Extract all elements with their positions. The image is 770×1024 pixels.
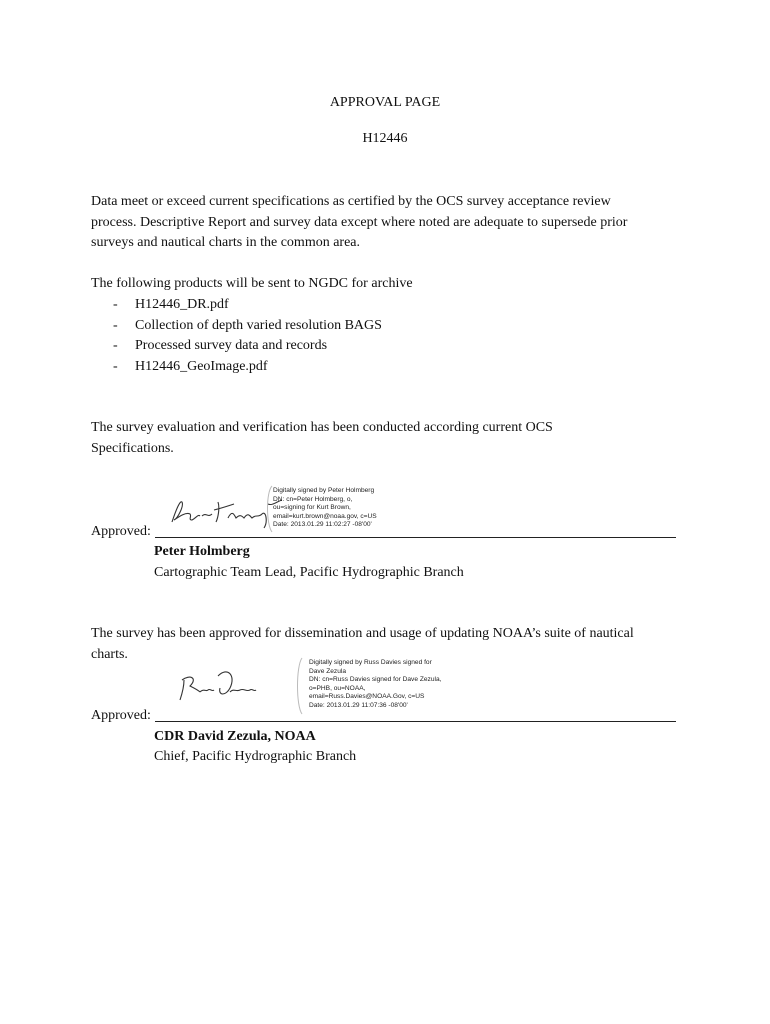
intro-line-3: surveys and nautical charts in the common area.	[91, 235, 361, 250]
signer-title: Cartographic Team Lead, Pacific Hydrographic Branch	[154, 565, 464, 580]
list-bullet: -	[113, 358, 118, 374]
page-title: APPROVAL PAGE	[329, 95, 441, 110]
products-intro: The following products will be sent to NGDC for archive	[91, 276, 413, 291]
approval-row-1	[91, 521, 676, 541]
dissemination-line-1: The survey has been approved for dissemination and usage of updating NOAA’s suite of nautical	[91, 626, 634, 641]
signature-davies-meta: Digitally signed by Russ Davies signed for Dave Zezula DN: cn=Russ Davies signed for Dave Zezula, o=PHB, ou=NOAA, email=Russ.Davies@NOAA.Gov, c=US Date: 2013.01.29 11:07:36 -08'00'	[309, 659, 442, 709]
evaluation-line-1: The survey evaluation and verification has been conducted according current OCS	[91, 420, 553, 435]
approved-label: Approved:	[91, 708, 151, 723]
list-item-text: H12446_GeoImage.pdf	[135, 358, 268, 374]
intro-line-2: process. Descriptive Report and survey data except where noted are adequate to supersede prior	[91, 214, 628, 230]
signature-line	[155, 537, 676, 538]
list-item-text: Processed survey data and records	[135, 338, 328, 353]
intro-paragraph	[91, 192, 691, 254]
list-bullet: -	[113, 338, 118, 353]
survey-id: H12446	[362, 131, 408, 146]
list-item-text: Collection of depth varied resolution BAGS	[135, 317, 382, 333]
approval-row-2	[91, 705, 676, 725]
evaluation-paragraph	[91, 418, 691, 459]
signer-name: Peter Holmberg	[154, 544, 250, 559]
evaluation-line-2: Specifications.	[91, 440, 174, 456]
signature-davies-image	[178, 666, 258, 704]
intro-line-1: Data meet or exceed current specifications as certified by the OCS survey acceptance review	[91, 194, 611, 209]
signer-title: Chief, Pacific Hydrographic Branch	[154, 749, 357, 764]
dissemination-line-2: charts.	[91, 646, 128, 662]
signature-holmberg-meta: Digitally signed by Peter Holmberg DN: cn=Peter Holmberg, o, ou=signing for Kurt Brown, email=kurt.brown@noaa.gov, c=US Date: 2013.01.29 11:02:27 -08'00'	[273, 487, 377, 529]
list-bullet: -	[113, 297, 118, 312]
list-item-text: H12446_DR.pdf	[135, 297, 229, 312]
signer-name: CDR David Zezula, NOAA	[154, 729, 316, 744]
signature-line	[155, 721, 676, 722]
approved-label: Approved:	[91, 524, 151, 539]
list-bullet: -	[113, 317, 118, 333]
